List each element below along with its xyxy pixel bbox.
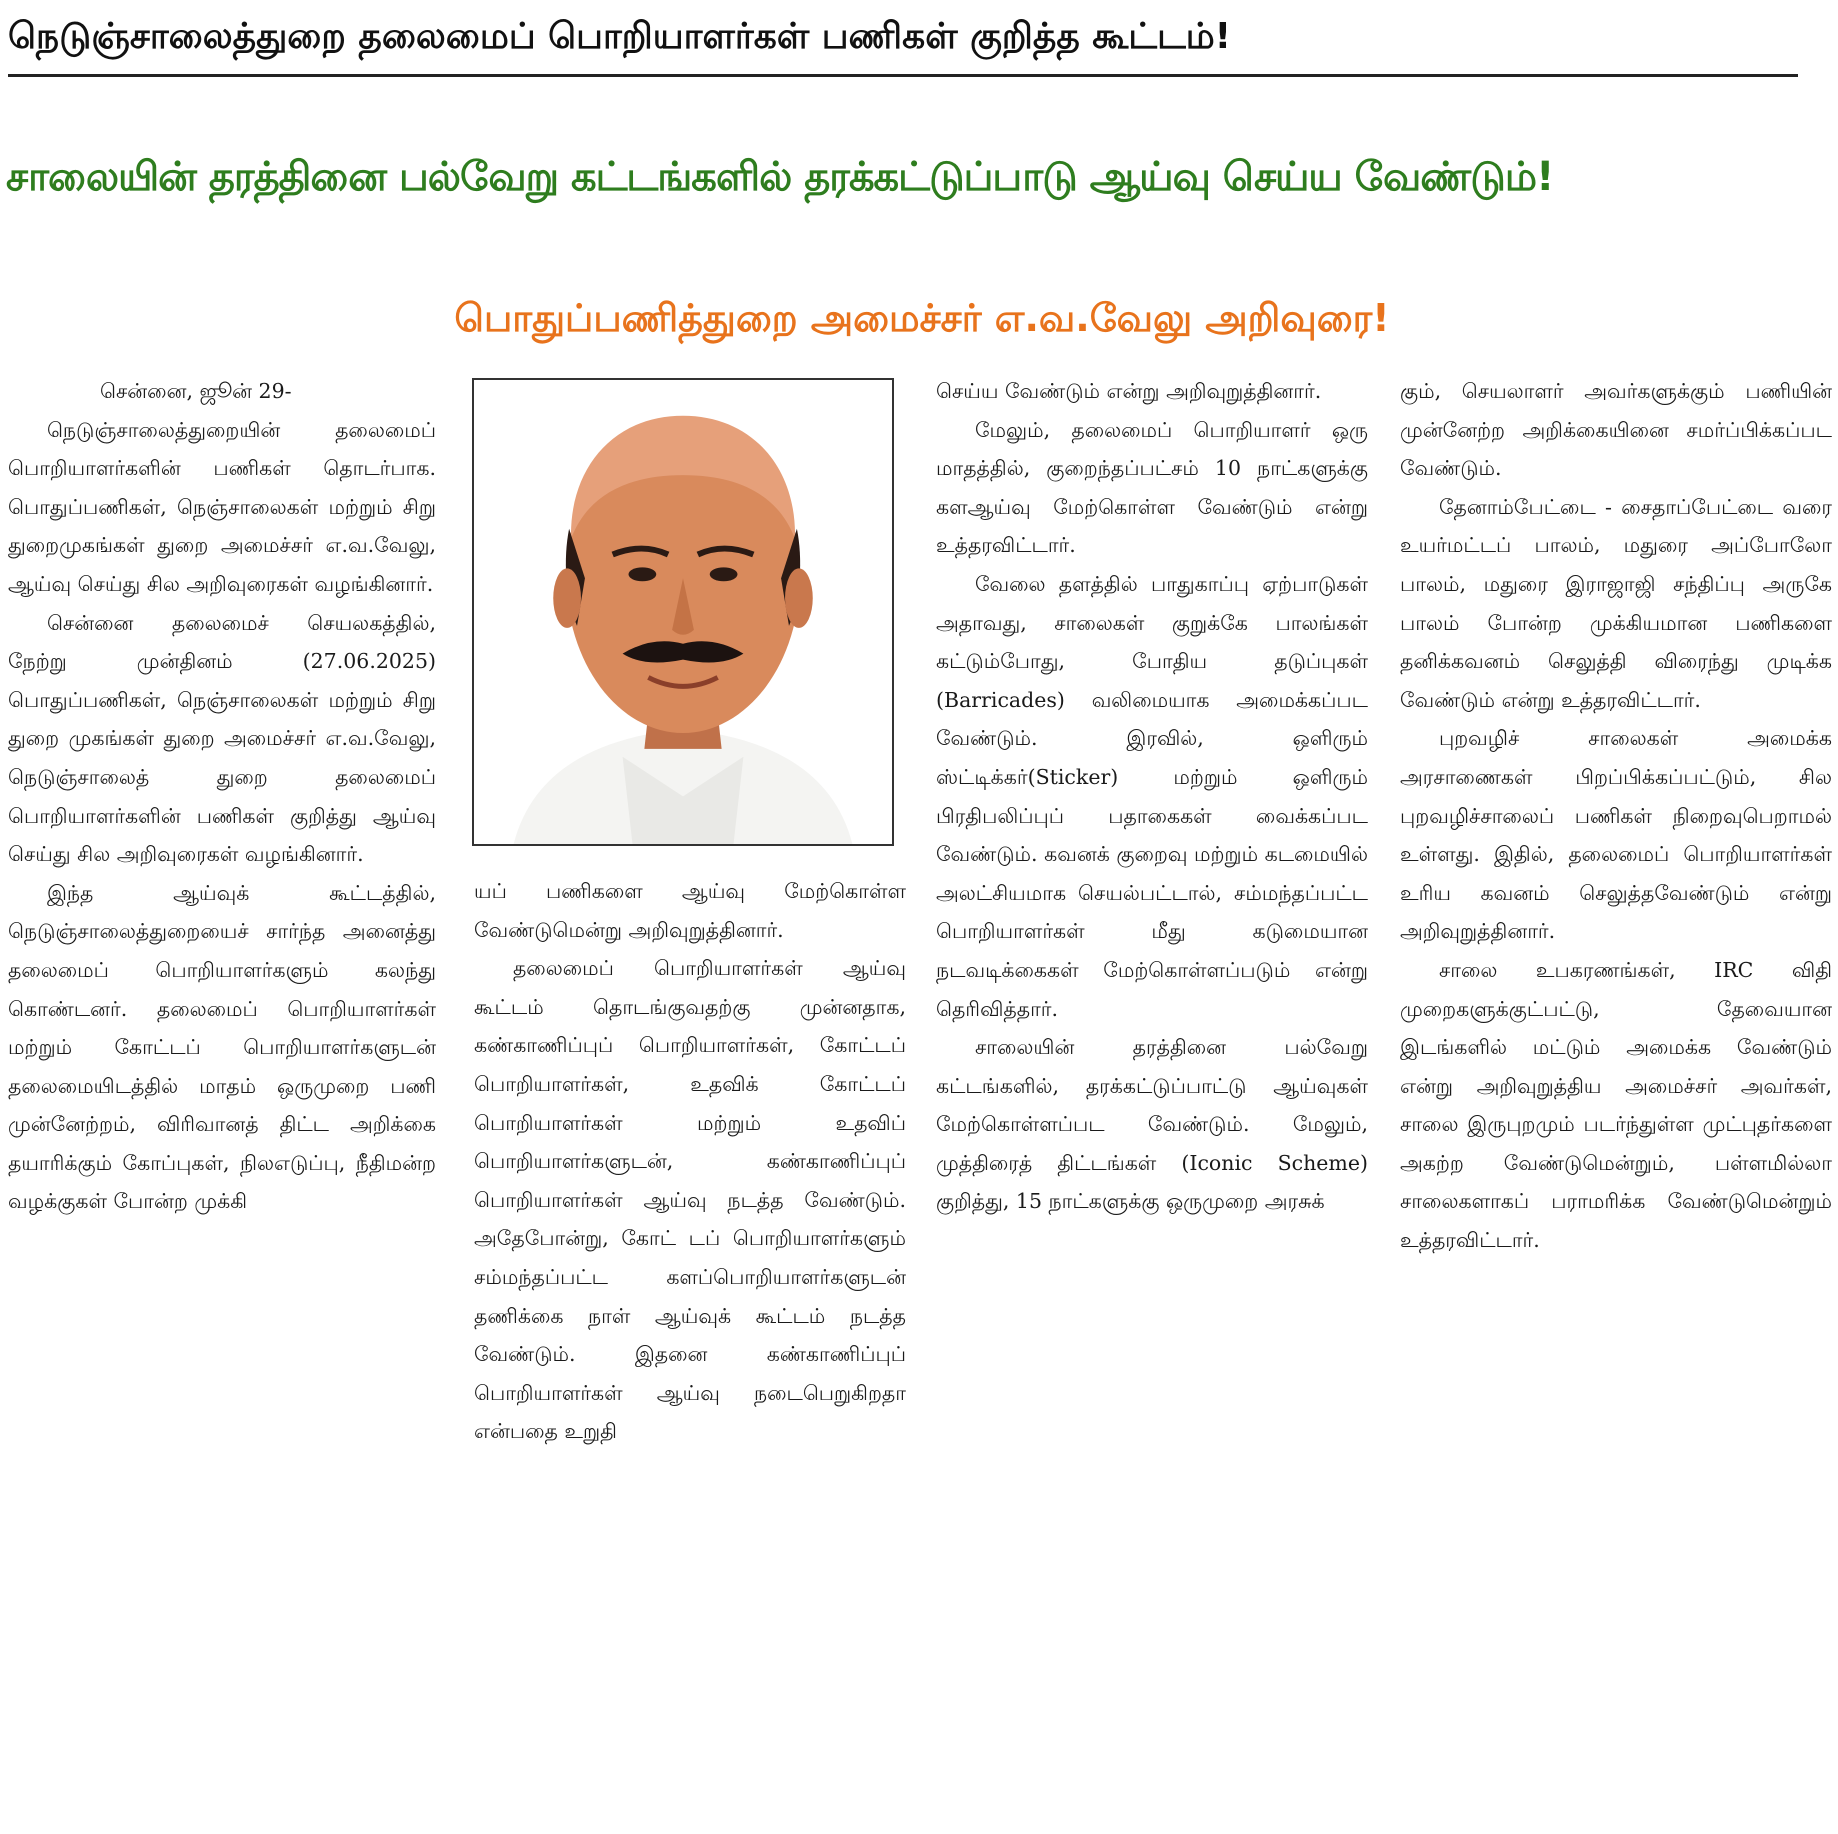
paragraph: நெடுஞ்சாலைத்துறையின் தலைமைப் பொறியாளர்களின் பணிகள் தொடர்பாக. பொதுப்பணிகள், நெஞ்சாலைகள் மற்றும் சிறு துறைமுகங்கள் துறை அமைச்சர் எ.வ.வேலு, ஆய்வு செய்து சில அறிவுரைகள் வழங்கினார். — [8, 417, 436, 596]
paragraph: சாலை உபகரணங்கள், IRC விதி முறைகளுக்குட்பட்டு, தேவையான இடங்களில் மட்டும் அமைக்க வேண்டும் என்று அறிவுறுத்திய அமைச்சர் அவர்கள், சாலை இருபுறமும் படர்ந்துள்ள முட்புதர்களை அகற்ற வேண்டுமென்றும், பள்ளமில்லா சாலைகளாகப் பராமரிக்க வேண்டுமென்றும் உத்தரவிட்டார். — [1400, 957, 1832, 1253]
paragraph: யப் பணிகளை ஆய்வு மேற்கொள்ள வேண்டுமென்று அறிவுறுத்தினார். — [474, 879, 906, 942]
paragraph: சாலையின் தரத்தினை பல்வேறு கட்டங்களில், தரக்கட்டுப்பாட்டு ஆய்வுகள் மேற்கொள்ளப்பட வேண்டும். மேலும், முத்திரைத் திட்டங்கள் (Iconic Scheme) குறித்து, 15 நாட்களுக்கு ஒருமுறை அரசுக் — [936, 1035, 1368, 1214]
kicker-headline: நெடுஞ்சாலைத்துறை தலைமைப் பொறியாளர்கள் பணிகள் குறித்த கூட்டம்! — [8, 16, 1232, 57]
kicker-underline — [8, 74, 1798, 77]
paragraph: மேலும், தலைமைப் பொறியாளர் ஒரு மாதத்தில், குறைந்தப்பட்சம் 10 நாட்களுக்கு களஆய்வு மேற்கொள்ள வேண்டும் என்று உத்தரவிட்டார். — [936, 417, 1368, 558]
paragraph: புறவழிச் சாலைகள் அமைக்க அரசாணைகள் பிறப்பிக்கப்பட்டும், சில புறவழிச்சாலைப் பணிகள் நிறைவுபெறாமல் உள்ளது. இதில், தலைமைப் பொறியாளர்கள் உரிய கவனம் செலுத்தவேண்டும் என்று அறிவுறுத்தினார். — [1400, 726, 1832, 944]
article-column-2 — [474, 872, 906, 1827]
paragraph: வேலை தளத்தில் பாதுகாப்பு ஏற்பாடுகள் அதாவது, சாலைகள் குறுக்கே பாலங்கள் கட்டும்போது, போதிய தடுப்புகள் (Barricades) வலிமையாக அமைக்கப்பட வேண்டும். இரவில், ஒளிரும் ஸ்ட்டிக்கர்(Sticker) மற்றும் ஒளிரும் பிரதிபலிப்புப் பதாகைகள் வைக்கப்பட வேண்டும். கவனக் குறைவு மற்றும் கடமையில் அலட்சியமாக செயல்பட்டால், சம்மந்தப்பட்ட பொறியாளர்கள் மீது கடுமையான நடவடிக்கைகள் மேற்கொள்ளப்படும் என்று தெரிவித்தார். — [936, 571, 1368, 1021]
dateline: சென்னை, ஜூன் 29- — [100, 379, 292, 403]
article-column-1 — [8, 372, 436, 1827]
paragraph: கும், செயலாளர் அவர்களுக்கும் பணியின் முன்னேற்ற அறிக்கையினை சமர்ப்பிக்கப்பட வேண்டும். — [1400, 379, 1832, 481]
portrait-illustration — [474, 380, 892, 844]
paragraph: செய்ய வேண்டும் என்று அறிவுறுத்தினார். — [936, 379, 1322, 403]
paragraph: இந்த ஆய்வுக் கூட்டத்தில், நெடுஞ்சாலைத்துறையைச் சார்ந்த அனைத்து தலைமைப் பொறியாளர்களும் கலந்து கொண்டனர். தலைமைப் பொறியாளர்கள் மற்றும் கோட்டப் பொறியாளர்களுடன் தலைமையிடத்தில் மாதம் ஒருமுறை பணி முன்னேற்றம், விரிவானத் திட்ட அறிக்கை தயாரிக்கும் கோப்புகள், நிலஎடுப்பு, நீதிமன்ற வழக்குகள் போன்ற முக்கி — [8, 880, 436, 1214]
article-column-3 — [936, 372, 1368, 1827]
paragraph: தேனாம்பேட்டை - சைதாப்பேட்டை வரை உயர்மட்டப் பாலம், மதுரை அப்போலோ பாலம், மதுரை இராஜாஜி சந்திப்பு அருகே பாலம் போன்ற முக்கியமான பணிகளை தனிக்கவனம் செலுத்தி விரைந்து முடிக்க வேண்டும் என்று உத்தரவிட்டார். — [1400, 494, 1832, 712]
minister-portrait-photo — [472, 378, 894, 846]
paragraph: தலைமைப் பொறியாளர்கள் ஆய்வு கூட்டம் தொடங்குவதற்கு முன்னதாக, கண்காணிப்புப் பொறியாளர்கள், கோட்டப் பொறியாளர்கள், உதவிக் கோட்டப் பொறியாளர்கள் மற்றும் உதவிப் பொறியாளர்களுடன், கண்காணிப்புப் பொறியாளர்கள் ஆய்வு நடத்த வேண்டும். அதேபோன்று, கோட் டப் பொறியாளர்களும் சம்மந்தப்பட்ட களப்பொறியாளர்களுடன் தணிக்கை நாள் ஆய்வுக் கூட்டம் நடத்த வேண்டும். இதனை கண்காணிப்புப் பொறியாளர்கள் ஆய்வு நடைபெறுகிறதா என்பதை உறுதி — [474, 956, 906, 1444]
article-column-4 — [1400, 372, 1832, 1827]
main-headline: சாலையின் தரத்தினை பல்வேறு கட்டங்களில் தரக்கட்டுப்பாடு ஆய்வு செய்ய வேண்டும்! — [6, 154, 1554, 200]
sub-headline: பொதுப்பணித்துறை அமைச்சர் எ.வ.வேலு அறிவுரை! — [454, 296, 1390, 340]
paragraph: சென்னை தலைமைச் செயலகத்தில், நேற்று முன்தினம் (27.06.2025) பொதுப்பணிகள், நெஞ்சாலைகள் மற்றும் சிறு துறை முகங்கள் துறை அமைச்சர் எ.வ.வேலு, நெடுஞ்சாலைத் துறை தலைமைப் பொறியாளர்களின் பணிகள் குறித்து ஆய்வு செய்து சில அறிவுரைகள் வழங்கினார். — [8, 610, 436, 867]
